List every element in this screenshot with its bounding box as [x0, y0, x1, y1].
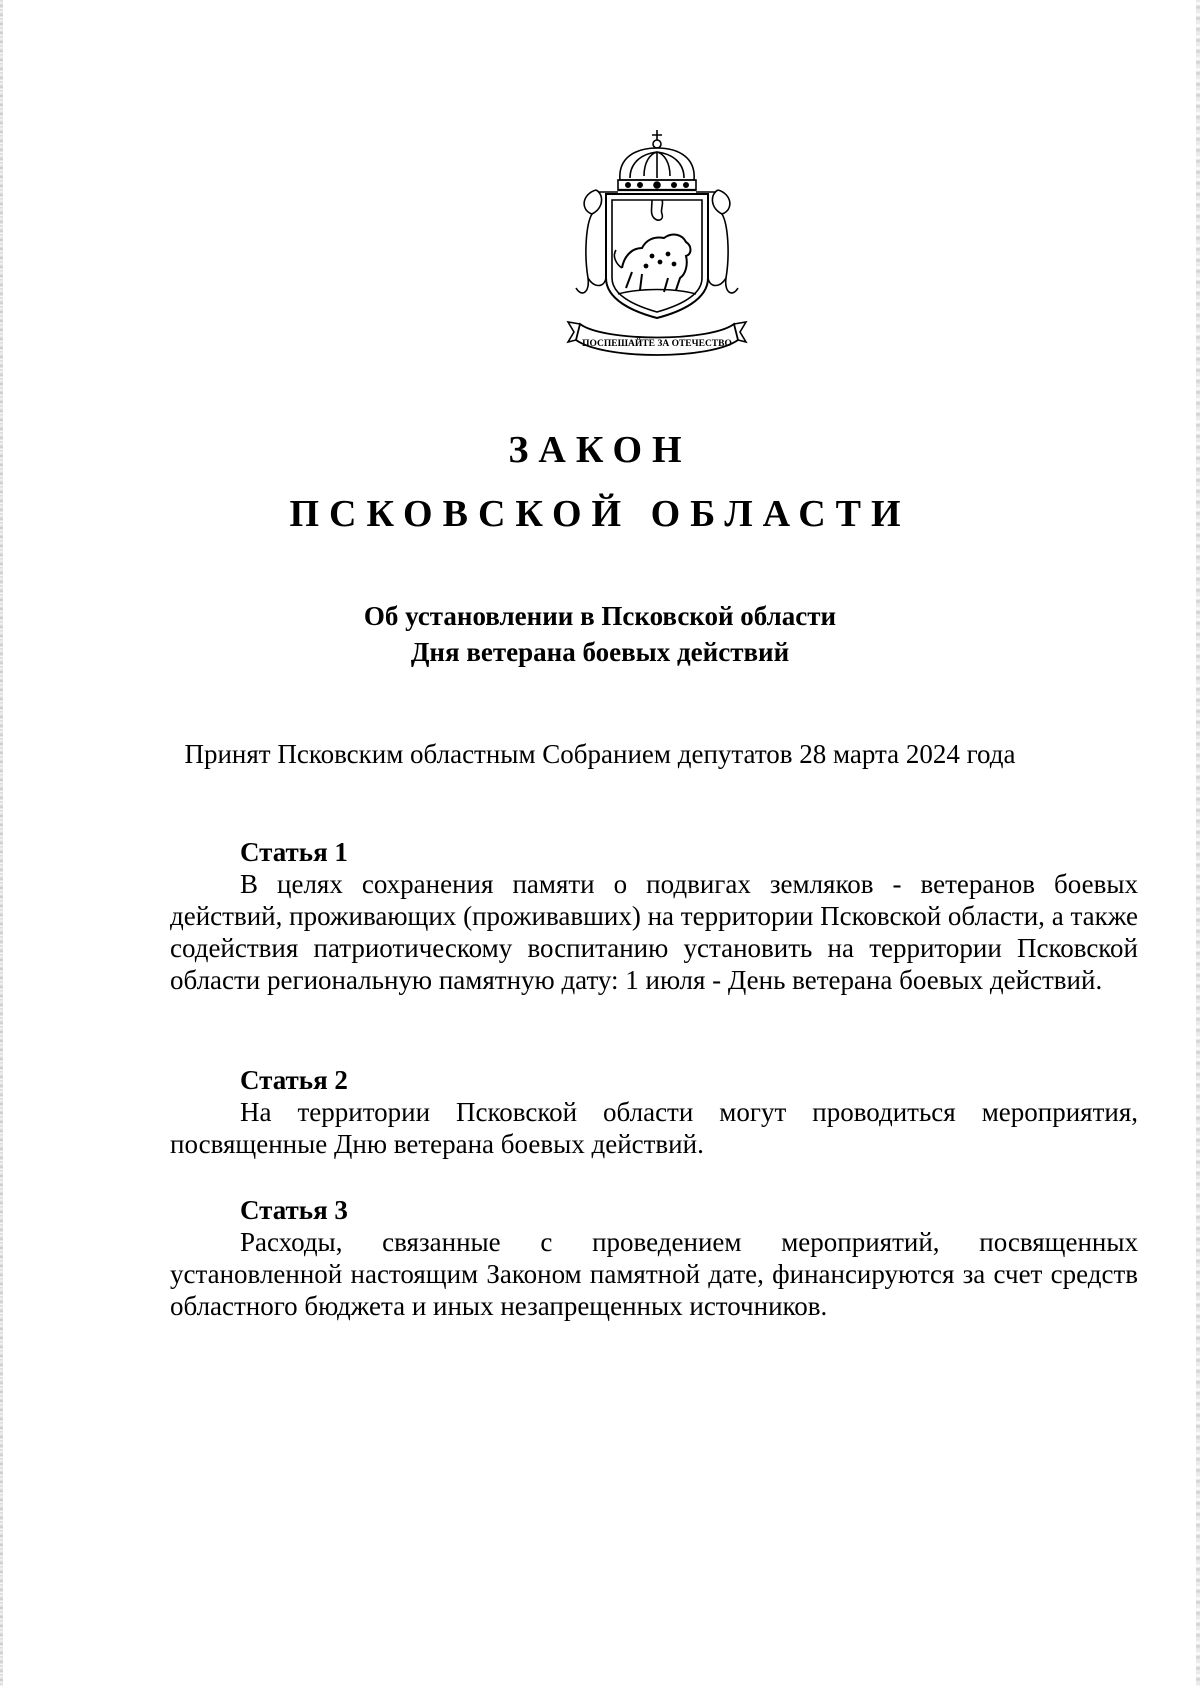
article-3 — [170, 1194, 1138, 1322]
scan-edge-right — [1196, 0, 1200, 1686]
article-heading: Статья 2 — [240, 1065, 348, 1095]
article-heading: Статья 1 — [240, 837, 348, 867]
article-text: Расходы, связанные с проведением мероприятий, посвященных установленной настоящим Законом памятной дате, финансируются за счет средств областного бюджета и иных незапрещенных источников. — [170, 1227, 1138, 1321]
scan-edge-left — [0, 0, 3, 1686]
document-region-title: ПСКОВСКОЙ ОБЛАСТИ — [289, 493, 911, 535]
article-2 — [170, 1064, 1138, 1160]
article-text: На территории Псковской области могут проводиться мероприятия, посвященные Дню ветерана боевых действий. — [170, 1097, 1138, 1159]
coat-of-arms-icon — [560, 128, 754, 364]
document-title: ЗАКОН — [508, 429, 692, 471]
article-1 — [170, 836, 1138, 996]
law-subject — [0, 598, 1200, 670]
article-heading: Статья 3 — [240, 1195, 348, 1225]
article-text: В целях сохранения памяти о подвигах земляков - ветеранов боевых действий, проживающих (проживавших) на территории Псковской области, а также содействия патриотическому воспитанию установить на территории Псковской области региональную памятную дату: 1 июля - День ветерана боевых действий. — [170, 869, 1138, 995]
subject-line-2: Дня ветерана боевых действий — [410, 637, 790, 667]
svg-text:ПОСПЕШАЙТЕ ЗА ОТЕЧЕСТВО: ПОСПЕШАЙТЕ ЗА ОТЕЧЕСТВО — [582, 339, 732, 349]
subject-line-1: Об установлении в Псковской области — [363, 601, 837, 631]
adoption-statement: Принят Псковским областным Собранием депутатов 28 марта 2024 года — [184, 739, 1016, 769]
